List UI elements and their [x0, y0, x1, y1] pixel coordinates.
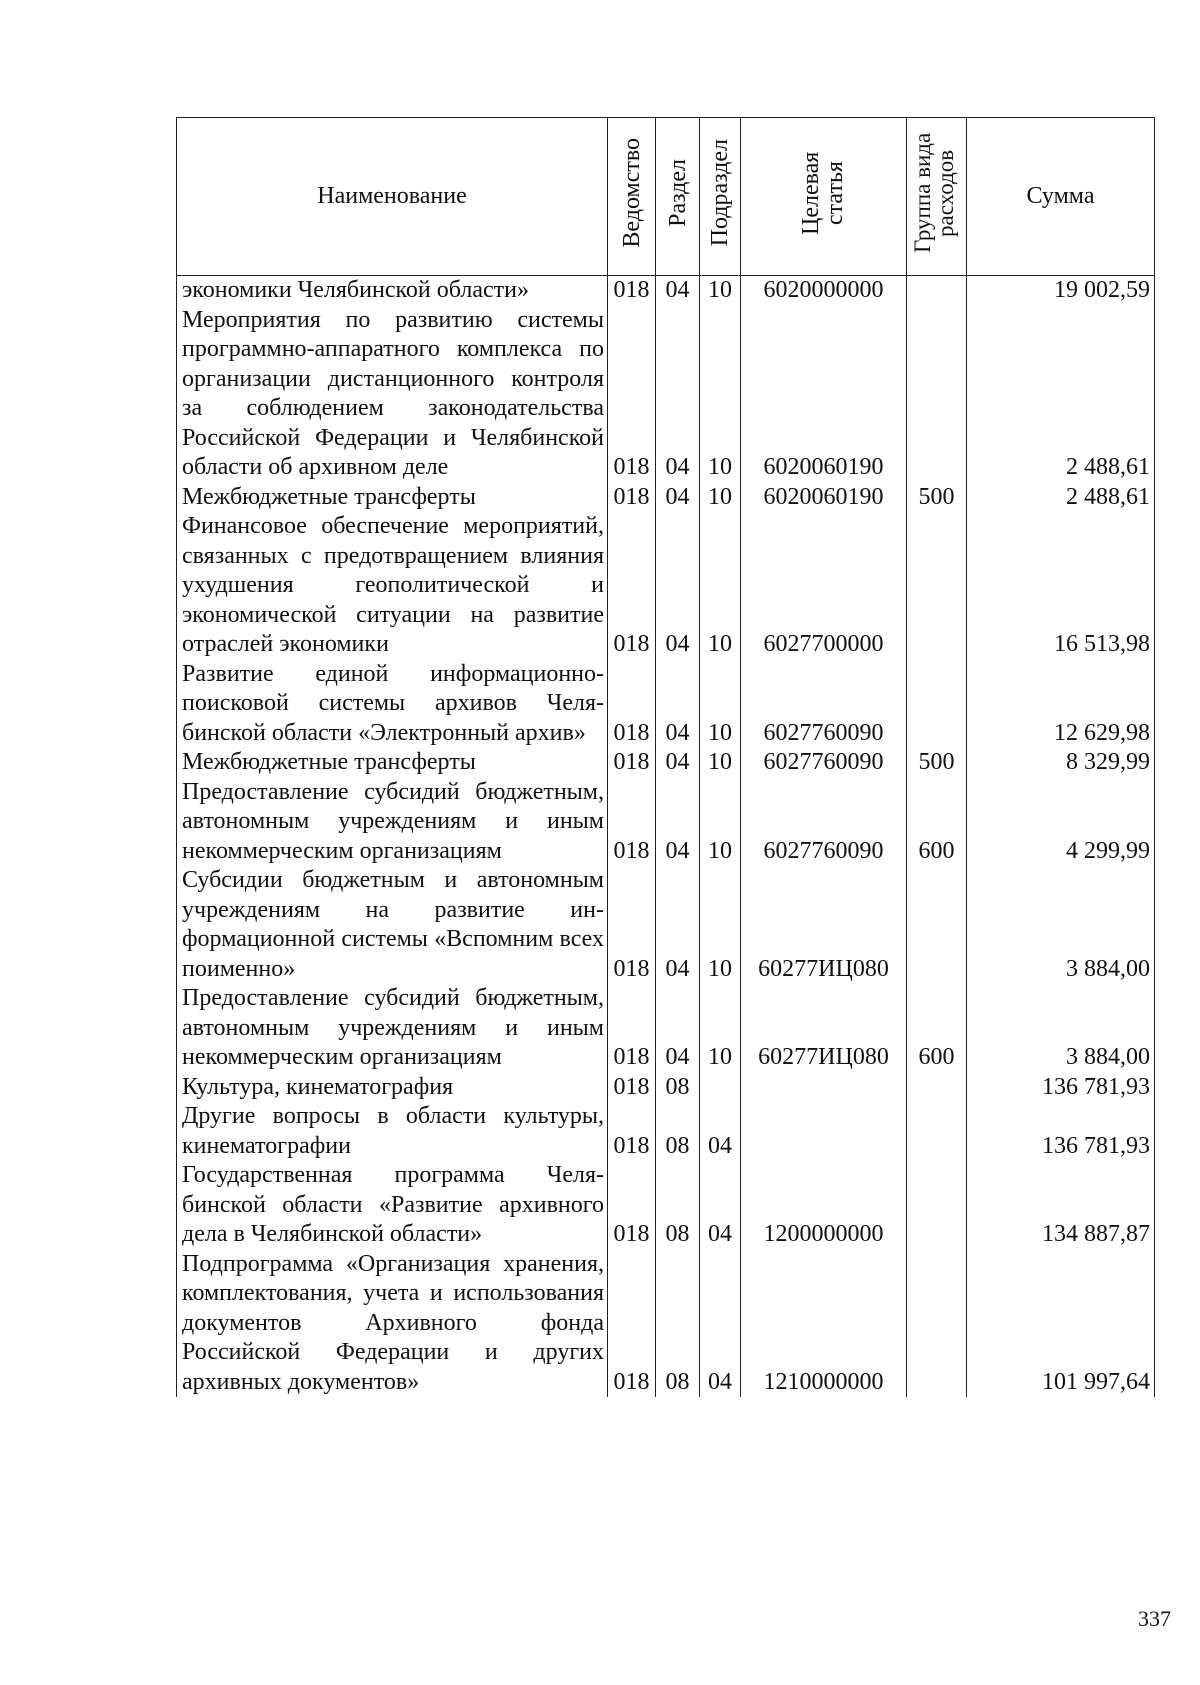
- header-podrazdel: Подраздел: [700, 118, 741, 276]
- row-razdel: 04: [656, 866, 700, 984]
- budget-table: [176, 117, 1155, 1397]
- row-podrazdel: 10: [700, 866, 741, 984]
- table-row: [177, 660, 1155, 749]
- row-summa: 134 887,87: [967, 1161, 1155, 1250]
- row-razdel: 08: [656, 1161, 700, 1250]
- table-row: [177, 512, 1155, 660]
- row-podrazdel: 04: [700, 1161, 741, 1250]
- row-razdel: 04: [656, 660, 700, 749]
- table-body: [177, 276, 1155, 1398]
- row-vedomstvo: 018: [608, 512, 656, 660]
- table-row: [177, 276, 1155, 306]
- row-summa: 3 884,00: [967, 866, 1155, 984]
- row-name: Государственная программа Челябинской области «Развитие архивного дела в Челябинской области»: [177, 1161, 608, 1250]
- header-celevaya-statya: Целевая статья: [741, 118, 907, 276]
- row-celevaya-statya: 1200000000: [741, 1161, 907, 1250]
- row-gruppa-vida-rashodov: 600: [907, 778, 967, 867]
- row-summa: 19 002,59: [967, 276, 1155, 306]
- header-summa: Сумма: [967, 118, 1155, 276]
- header-vedomstvo: Ведомство: [608, 118, 656, 276]
- row-celevaya-statya: 6027760090: [741, 778, 907, 867]
- row-podrazdel: [700, 1073, 741, 1103]
- row-razdel: 04: [656, 306, 700, 483]
- row-podrazdel: 04: [700, 1102, 741, 1161]
- row-summa: 136 781,93: [967, 1073, 1155, 1103]
- row-gruppa-vida-rashodov: 600: [907, 984, 967, 1073]
- table-row: [177, 1073, 1155, 1103]
- row-celevaya-statya: 60277ИЦ080: [741, 984, 907, 1073]
- row-summa: 16 513,98: [967, 512, 1155, 660]
- row-celevaya-statya: 1210000000: [741, 1250, 907, 1398]
- row-name: Культура, кинематография: [177, 1073, 608, 1103]
- row-celevaya-statya: 6020000000: [741, 276, 907, 306]
- row-vedomstvo: 018: [608, 306, 656, 483]
- row-celevaya-statya: 6020060190: [741, 306, 907, 483]
- row-name: Другие вопросы в области культуры, кинематографии: [177, 1102, 608, 1161]
- row-gruppa-vida-rashodov: [907, 660, 967, 749]
- row-name: Подпрограмма «Организация хранения, комплектования, учета и использования документов Архивного фонда Российской Федерации и других архивных документов»: [177, 1250, 608, 1398]
- row-summa: 2 488,61: [967, 306, 1155, 483]
- header-razdel: Раздел: [656, 118, 700, 276]
- row-vedomstvo: 018: [608, 984, 656, 1073]
- page-number: 337: [1138, 1606, 1171, 1631]
- row-celevaya-statya: [741, 1073, 907, 1103]
- row-podrazdel: 10: [700, 778, 741, 867]
- row-vedomstvo: 018: [608, 483, 656, 513]
- row-name: Субсидии бюджетным и автономным учреждениям на развитие информационной системы «Вспомним всех поименно»: [177, 866, 608, 984]
- row-vedomstvo: 018: [608, 866, 656, 984]
- table-row: [177, 306, 1155, 483]
- row-vedomstvo: 018: [608, 1250, 656, 1398]
- table-row: [177, 748, 1155, 778]
- row-podrazdel: 10: [700, 984, 741, 1073]
- table-row: [177, 1250, 1155, 1398]
- row-gruppa-vida-rashodov: [907, 1250, 967, 1398]
- table-row: [177, 1102, 1155, 1161]
- table-header-row: [177, 118, 1155, 276]
- row-gruppa-vida-rashodov: [907, 512, 967, 660]
- row-vedomstvo: 018: [608, 276, 656, 306]
- row-gruppa-vida-rashodov: [907, 866, 967, 984]
- row-gruppa-vida-rashodov: [907, 1161, 967, 1250]
- table-row: [177, 866, 1155, 984]
- row-vedomstvo: 018: [608, 1073, 656, 1103]
- row-razdel: 04: [656, 512, 700, 660]
- row-summa: 12 629,98: [967, 660, 1155, 749]
- row-podrazdel: 10: [700, 660, 741, 749]
- row-razdel: 04: [656, 748, 700, 778]
- row-celevaya-statya: 6027760090: [741, 660, 907, 749]
- row-name: Мероприятия по развитию системы программно-аппаратного комплекса по организации дистанционного контроля за соблюдением законодательства Российской Федерации и Челябинской области об архивном деле: [177, 306, 608, 483]
- row-name: Межбюджетные трансферты: [177, 748, 608, 778]
- table-row: [177, 984, 1155, 1073]
- header-gruppa-vida-rashodov: Группа вида расходов: [907, 118, 967, 276]
- row-name: экономики Челябинской области»: [177, 276, 608, 306]
- row-podrazdel: 10: [700, 748, 741, 778]
- row-vedomstvo: 018: [608, 1102, 656, 1161]
- row-podrazdel: 10: [700, 276, 741, 306]
- table-row: [177, 1161, 1155, 1250]
- row-gruppa-vida-rashodov: 500: [907, 748, 967, 778]
- row-name: Развитие единой информационно-поисковой системы архивов Челябинской области «Электронный архив»: [177, 660, 608, 749]
- row-summa: 8 329,99: [967, 748, 1155, 778]
- row-vedomstvo: 018: [608, 778, 656, 867]
- row-vedomstvo: 018: [608, 660, 656, 749]
- row-gruppa-vida-rashodov: [907, 306, 967, 483]
- row-celevaya-statya: 6027760090: [741, 748, 907, 778]
- row-summa: 3 884,00: [967, 984, 1155, 1073]
- row-gruppa-vida-rashodov: 500: [907, 483, 967, 513]
- row-vedomstvo: 018: [608, 1161, 656, 1250]
- row-celevaya-statya: [741, 1102, 907, 1161]
- row-razdel: 04: [656, 778, 700, 867]
- row-celevaya-statya: 6020060190: [741, 483, 907, 513]
- row-razdel: 08: [656, 1250, 700, 1398]
- row-razdel: 04: [656, 483, 700, 513]
- row-summa: 136 781,93: [967, 1102, 1155, 1161]
- row-name: Финансовое обеспечение мероприятий, связанных с предотвращением влияния ухудшения геополитической и экономической ситуации на развитие отраслей экономики: [177, 512, 608, 660]
- row-vedomstvo: 018: [608, 748, 656, 778]
- row-gruppa-vida-rashodov: [907, 1102, 967, 1161]
- row-podrazdel: 10: [700, 512, 741, 660]
- row-gruppa-vida-rashodov: [907, 276, 967, 306]
- row-summa: 2 488,61: [967, 483, 1155, 513]
- row-celevaya-statya: 6027700000: [741, 512, 907, 660]
- row-name: Предоставление субсидий бюджетным, автономным учреждениям и иным некоммерческим организациям: [177, 984, 608, 1073]
- row-podrazdel: 10: [700, 483, 741, 513]
- table-row: [177, 778, 1155, 867]
- row-name: Межбюджетные трансферты: [177, 483, 608, 513]
- row-podrazdel: 04: [700, 1250, 741, 1398]
- row-celevaya-statya: 60277ИЦ080: [741, 866, 907, 984]
- row-razdel: 04: [656, 984, 700, 1073]
- header-name: Наименование: [177, 118, 608, 276]
- row-razdel: 04: [656, 276, 700, 306]
- row-razdel: 08: [656, 1073, 700, 1103]
- row-name: Предоставление субсидий бюджетным, автономным учреждениям и иным некоммерческим организациям: [177, 778, 608, 867]
- row-summa: 4 299,99: [967, 778, 1155, 867]
- row-razdel: 08: [656, 1102, 700, 1161]
- row-gruppa-vida-rashodov: [907, 1073, 967, 1103]
- table-row: [177, 483, 1155, 513]
- row-podrazdel: 10: [700, 306, 741, 483]
- row-summa: 101 997,64: [967, 1250, 1155, 1398]
